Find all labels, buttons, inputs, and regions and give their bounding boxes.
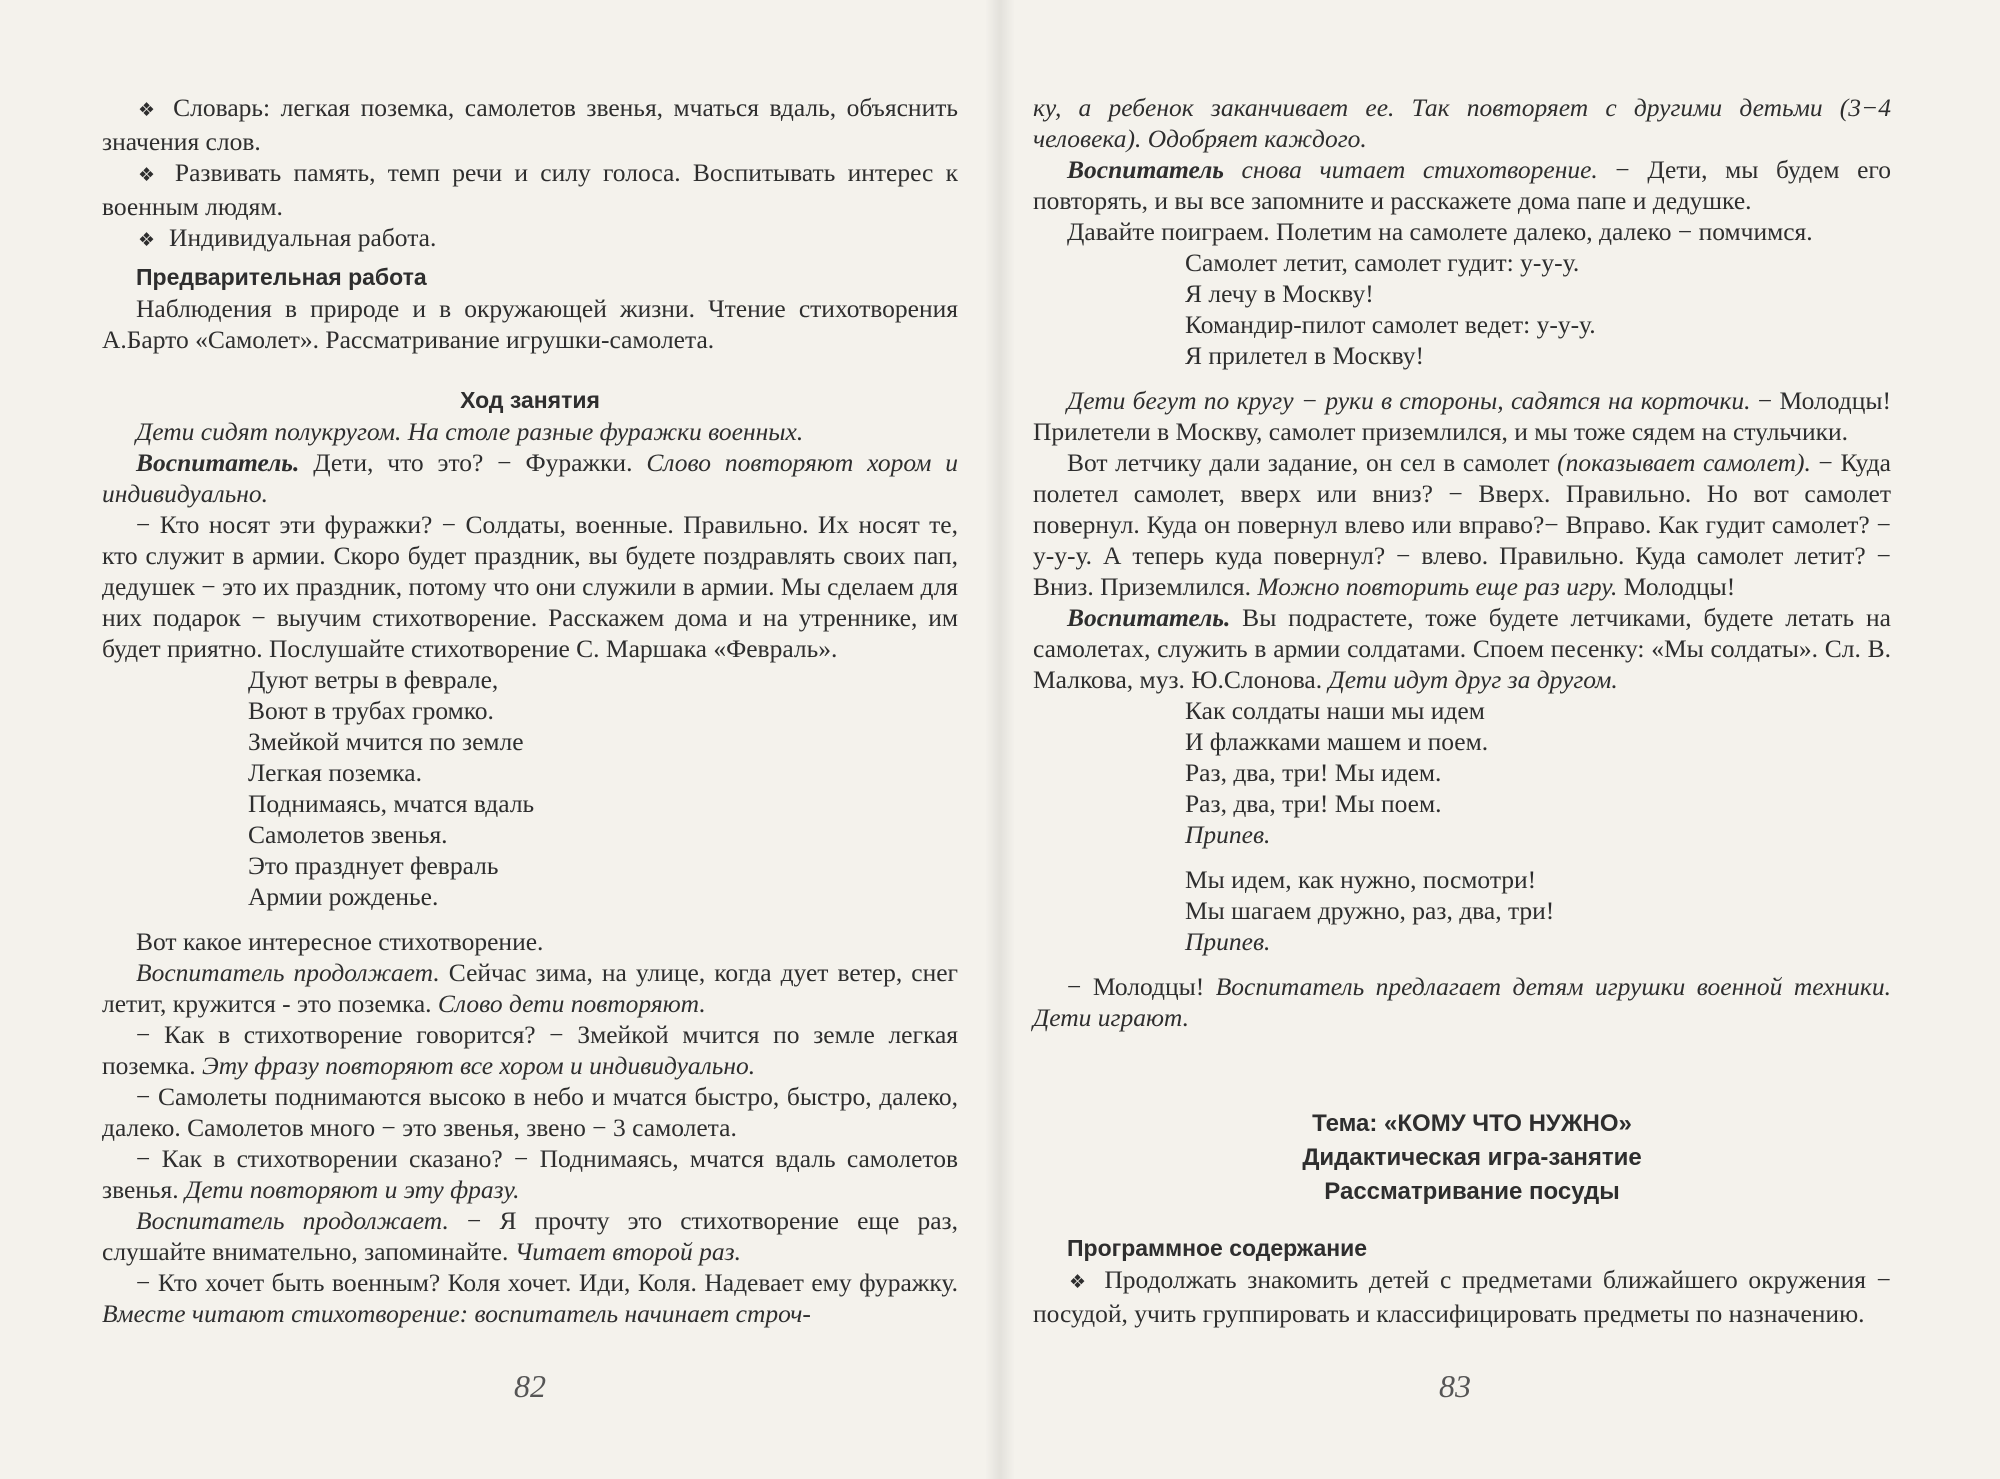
theme-subtitle: Дидактическая игра-занятие (1302, 1144, 1642, 1171)
poem-line: Это празднует февраль (248, 851, 499, 880)
poem-line: Я лечу в Москву! (1185, 279, 1374, 308)
right-page (1033, 92, 1891, 1329)
paragraph: Воспитатель. Вы подрастете, тоже будете летчиками, будете летать на самолетах, служить в армии солдатами. Споем песенку: «Мы солдаты». Сл. В. Малкова, муз. Ю.Слонова. Дети идут друг за другом. (1033, 603, 1891, 694)
poem-line: Командир-пилот самолет ведет: у-у-у. (1185, 310, 1596, 339)
paragraph: − Как в стихотворении сказано? − Поднимаясь, мчатся вдаль самолетов звенья. Дети повторяют и эту фразу. (102, 1144, 958, 1204)
paragraph: ку, а ребенок заканчивает ее. Так повторяет с другими детьми (3−4 человека). Одобряет каждого. (1033, 93, 1891, 153)
paragraph: Вот какое интересное стихотворение. (136, 927, 544, 956)
diamond-bullet-icon: ❖ (138, 229, 156, 251)
chorus-label: Припев. (1185, 820, 1271, 849)
diamond-bullet-icon: ❖ (138, 164, 161, 186)
poem-line: Воют в трубах громко. (248, 696, 494, 725)
paragraph: − Кто хочет быть военным? Коля хочет. Иди, Коля. Надевает ему фуражку. Вместе читают стихотворение: воспитатель начинает строч- (102, 1268, 958, 1328)
poem-line: Поднимаясь, мчатся вдаль (248, 789, 535, 818)
bullet-item: ❖ Развивать память, темп речи и силу голоса. Воспитывать интерес к военным людям. (102, 158, 958, 221)
chorus-label: Припев. (1185, 927, 1271, 956)
poem-line: Самолетов звенья. (248, 820, 448, 849)
paragraph: − Кто носят эти фуражки? − Солдаты, военные. Правильно. Их носят те, кто служит в армии. Скоро будет праздник, вы будете поздравлять своих пап, дедушек − это их праздник, потому что они служили в армии. Мы сделаем для них подарок − выучим стихотворение. Расскажем дома и на утреннике, им будет приятно. Послушайте стихотворение С. Маршака «Февраль». (102, 510, 958, 663)
song-line: Мы шагаем дружно, раз, два, три! (1185, 896, 1555, 925)
prep-text: Наблюдения в природе и в окружающей жизни. Чтение стихотворения А.Барто «Самолет». Рассматривание игрушки-самолета. (102, 294, 958, 354)
paragraph: Давайте поиграем. Полетим на самолете далеко, далеко − помчимся. (1067, 217, 1813, 246)
book-gutter (985, 0, 1015, 1479)
prep-heading: Предварительная работа (136, 264, 427, 290)
poem-line: Я прилетел в Москву! (1185, 341, 1424, 370)
poem-line: Самолет летит, самолет гудит: у-у-у. (1185, 248, 1580, 277)
poem-line: Дуют ветры в феврале, (248, 665, 499, 694)
song-soldiers (1033, 695, 1891, 957)
paragraph: Воспитатель продолжает. − Я прочту это стихотворение еще раз, слушайте внимательно, запоминайте. Читает второй раз. (102, 1206, 958, 1266)
song-line: Раз, два, три! Мы идем. (1185, 758, 1442, 787)
paragraph: − Молодцы! Воспитатель предлагает детям игрушки военной техники. Дети играют. (1033, 972, 1891, 1032)
paragraph: − Как в стихотворение говорится? − Змейкой мчится по земле легкая поземка. Эту фразу повторяют все хором и индивидуально. (102, 1020, 958, 1080)
page-number-left: 82 (514, 1368, 546, 1404)
bullet-item: ❖ Словарь: легкая поземка, самолетов звенья, мчаться вдаль, объяснить значения слов. (102, 93, 958, 156)
left-page (102, 92, 958, 1329)
theme-subtitle: Рассматривание посуды (1324, 1178, 1620, 1205)
course-heading: Ход занятия (460, 387, 600, 413)
paragraph: Дети бегут по кругу − руки в стороны, садятся на корточки. − Молодцы! Прилетели в Москву, самолет приземлился, и мы тоже сядем на стульчики. (1033, 386, 1891, 446)
paragraph: Вот летчику дали задание, он сел в самолет (показывает самолет). − Куда полетел самолет, вверх или вниз? − Вверх. Правильно. Но вот самолет повернул. Куда он повернул влево или вправо?− Вправо. Как гудит самолет? − у-у-у. А теперь куда повернул? − влево. Правильно. Куда самолет летит? − Вниз. Приземлился. Можно повторить еще раз игру. Молодцы! (1033, 448, 1891, 601)
bullet-item: ❖ Индивидуальная работа. (138, 223, 437, 252)
diamond-bullet-icon: ❖ (138, 99, 160, 121)
paragraph: Воспитатель снова читает стихотворение. − Дети, мы будем его повторять, и вы все запомните и расскажете дома папе и дедушке. (1033, 155, 1891, 215)
paragraph: Воспитатель продолжает. Сейчас зима, на улице, когда дует ветер, снег летит, кружится - это поземка. Слово дети повторяют. (102, 958, 958, 1018)
poem-line: Армии рожденье. (248, 882, 439, 911)
poem-line: Змейкой мчится по земле (248, 727, 524, 756)
diamond-bullet-icon: ❖ (1069, 1271, 1091, 1293)
poem-samolet (1033, 247, 1891, 371)
paragraph: Воспитатель. Дети, что это? − Фуражки. Слово повторяют хором и индивидуально. (102, 448, 958, 508)
song-line: Мы идем, как нужно, посмотри! (1185, 865, 1537, 894)
program-heading: Программное содержание (1067, 1235, 1368, 1261)
song-line: Как солдаты наши мы идем (1185, 696, 1485, 725)
paragraph: Дети сидят полукругом. На столе разные фуражки военных. (136, 417, 804, 446)
poem-line: Легкая поземка. (248, 758, 422, 787)
page-number-right: 83 (1439, 1368, 1471, 1404)
song-line: Раз, два, три! Мы поем. (1185, 789, 1442, 818)
poem-fevral (102, 664, 958, 912)
song-line: И флажками машем и поем. (1185, 727, 1489, 756)
theme-title: Тема: «КОМУ ЧТО НУЖНО» (1312, 1110, 1632, 1137)
paragraph: − Самолеты поднимаются высоко в небо и мчатся быстро, быстро, далеко, далеко. Самолетов много − это звенья, звено − 3 самолета. (102, 1082, 958, 1142)
bullet-item: ❖ Продолжать знакомить детей с предметами ближайшего окружения − посудой, учить группировать и классифицировать предметы по назначению. (1033, 1265, 1891, 1328)
